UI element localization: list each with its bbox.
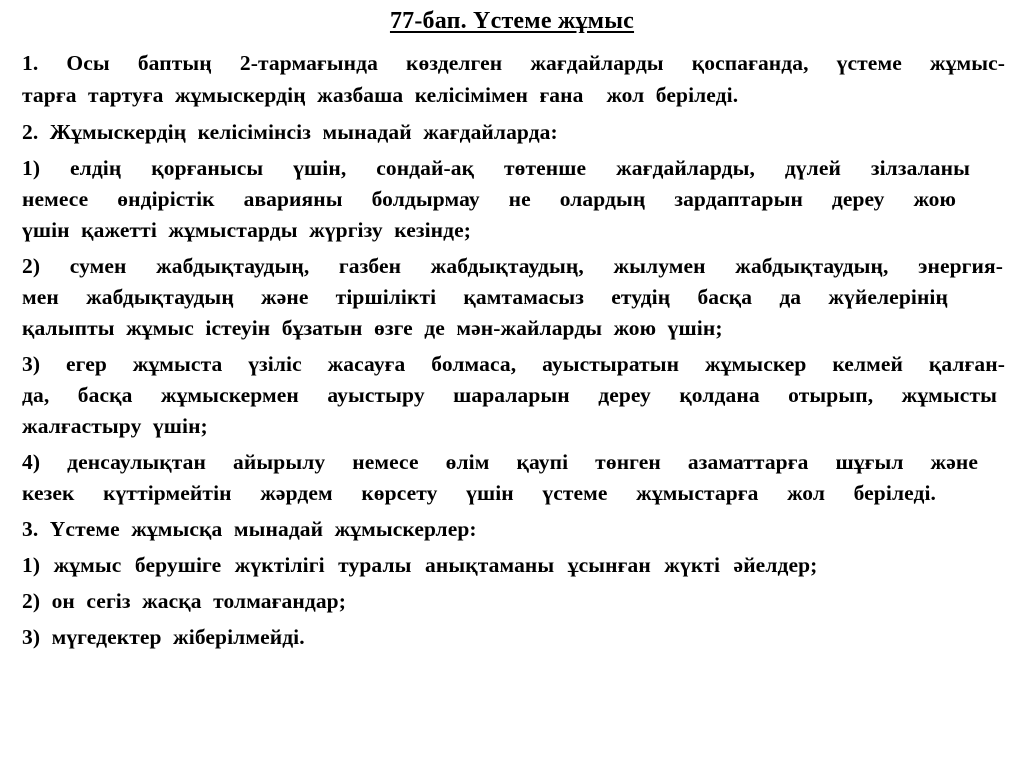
paragraph-3-line-3: үшін қажетті жұмыстарды жүргізу кезінде; <box>22 218 472 242</box>
paragraph-7-line-1: 3. Үстеме жұмысқа мынадай жұмыскерлер: <box>22 517 477 541</box>
paragraph-6-line-2: кезек күттірмейтін жәрдем көрсету үшін үстеме жұмыстарға жол беріледі. <box>22 481 936 505</box>
paragraph-3-line-2: немесе өндірістік аварияны болдырмау не олардың зардаптарын дереу жою <box>22 187 956 211</box>
paragraph-10-line-1: 3) мүгедектер жіберілмейді. <box>22 625 305 649</box>
paragraph-6-line-1: 4) денсаулықтан айырылу немесе өлім қаупі төнген азаматтарға шұғыл және <box>22 450 978 474</box>
paragraph-1-line-2: тарға тартуға жұмыскердің жазбаша келісімімен ғана жол беріледі. <box>22 83 739 107</box>
page-title: 77-бап. Үстеме жұмыс <box>389 8 635 34</box>
paragraph-5-line-3: жалғастыру үшін; <box>22 414 208 438</box>
paragraph-4-line-2: мен жабдықтаудың және тіршілікті қамтамасыз етудің басқа да жүйелерінің <box>22 285 948 309</box>
paragraph-3-line-1: 1) елдің қорғанысы үшін, сондай-ақ төтенше жағдайларды, дүлей зілзаланы <box>22 156 970 180</box>
paragraph-2-line-1: 2. Жұмыскердің келісімінсіз мынадай жағдайларда: <box>22 120 558 144</box>
paragraph-4-line-1: 2) сумен жабдықтаудың, газбен жабдықтаудың, жылумен жабдықтаудың, энергия- <box>22 254 1003 278</box>
paragraph-4-line-3: қалыпты жұмыс істеуін бұзатын өзге де мән-жайларды жою үшін; <box>22 316 723 340</box>
paragraph-5-line-2: да, басқа жұмыскермен ауыстыру шараларын дереу қолдана отырып, жұмысты <box>22 383 997 407</box>
paragraph-9-line-1: 2) он сегіз жасқа толмағандар; <box>22 589 346 613</box>
paragraph-5-line-1: 3) егер жұмыста үзіліс жасауға болмаса, ауыстыратын жұмыскер келмей қалған- <box>22 352 1005 376</box>
paragraph-1-line-1: 1. Осы баптың 2-тармағында көзделген жағдайларды қоспағанда, үстеме жұмыс- <box>22 51 1005 75</box>
paragraph-8-line-1: 1) жұмыс берушіге жүктілігі туралы анықтаманы ұсынған жүкті әйелдер; <box>22 553 818 577</box>
